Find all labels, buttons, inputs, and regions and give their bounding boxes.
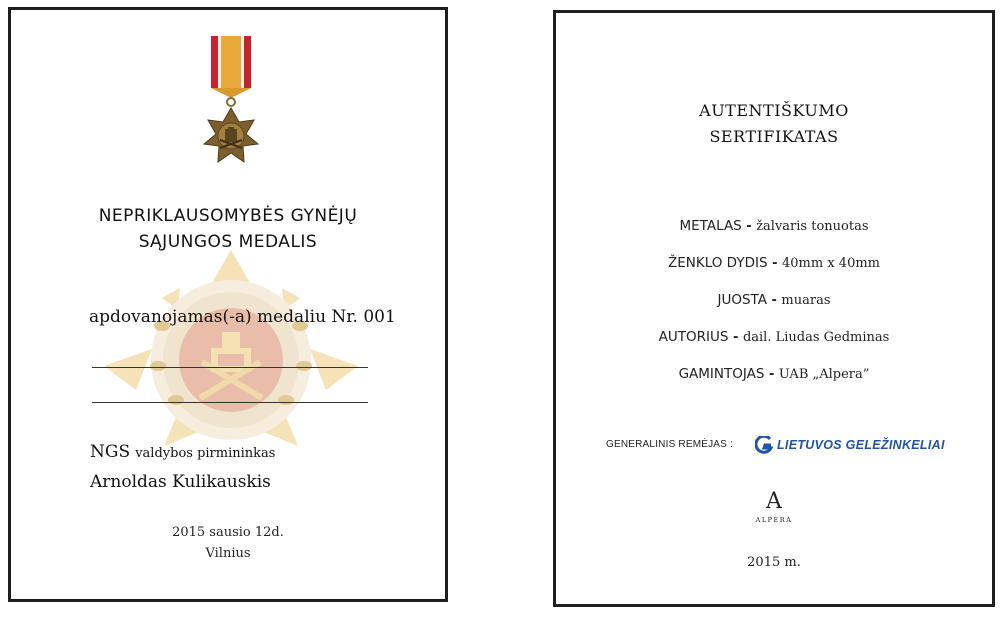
spec-key: ŽENKLO DYDIS xyxy=(668,255,768,271)
spec-value: dail. Liudas Gedminas xyxy=(742,330,890,345)
authenticity-certificate-card xyxy=(553,10,995,607)
award-text: apdovanojamas(-a) medaliu Nr. 001 xyxy=(89,307,396,327)
recipient-name-line xyxy=(92,367,368,368)
medal-certificate-card xyxy=(8,7,448,602)
chairman-title xyxy=(90,442,275,462)
spec-size xyxy=(556,255,992,271)
medal-title-line-2: SĄJUNGOS MEDALIS xyxy=(138,232,318,252)
sponsor-logo xyxy=(755,433,945,457)
spec-value: muaras xyxy=(781,293,831,308)
spec-value: žalvaris tonuotas xyxy=(756,219,869,234)
emblem-watermark xyxy=(104,250,358,446)
chairman-name: Arnoldas Kulikauskis xyxy=(90,472,271,492)
spec-value: UAB „Alpera” xyxy=(778,367,870,382)
spec-separator: - xyxy=(741,219,757,234)
spec-manufacturer xyxy=(556,366,992,382)
chairman-prefix: NGS xyxy=(90,442,131,462)
spec-key: JUOSTA xyxy=(717,292,767,308)
authenticity-title-line-2: SERTIFIKATAS xyxy=(709,127,839,146)
spec-separator: - xyxy=(728,330,743,345)
alpera-letter: A xyxy=(766,489,782,514)
spec-metal xyxy=(556,218,992,234)
alpera-wordmark: ALPERA xyxy=(755,516,793,524)
spec-key: METALAS xyxy=(679,218,742,234)
spec-value: 40mm x 40mm xyxy=(782,256,880,271)
alpera-logo xyxy=(556,491,992,524)
spec-key: AUTORIUS xyxy=(658,329,729,345)
spec-ribbon xyxy=(556,292,992,308)
sponsor-name: LIETUVOS GELEŽINKELIAI xyxy=(777,438,945,452)
authenticity-title-line-1: AUTENTIŠKUMO xyxy=(699,101,849,120)
chairman-role: valdybos pirmininkas xyxy=(135,446,276,461)
certificate-year: 2015 m. xyxy=(747,555,801,570)
spec-separator: - xyxy=(767,256,782,271)
recipient-name-line xyxy=(92,402,368,403)
spec-author xyxy=(556,329,992,345)
medal-image xyxy=(196,36,268,176)
spec-separator: - xyxy=(764,367,779,382)
railway-logo-icon xyxy=(755,436,773,454)
sponsor-label: GENERALINIS REMĖJAS : xyxy=(606,439,734,450)
spec-separator: - xyxy=(766,293,782,308)
medal-title-line-1: NEPRIKLAUSOMYBĖS GYNĖJŲ xyxy=(98,206,358,226)
spec-key: GAMINTOJAS xyxy=(678,366,765,382)
issue-place: Vilnius xyxy=(205,546,251,561)
issue-date: 2015 sausio 12d. xyxy=(172,525,284,540)
